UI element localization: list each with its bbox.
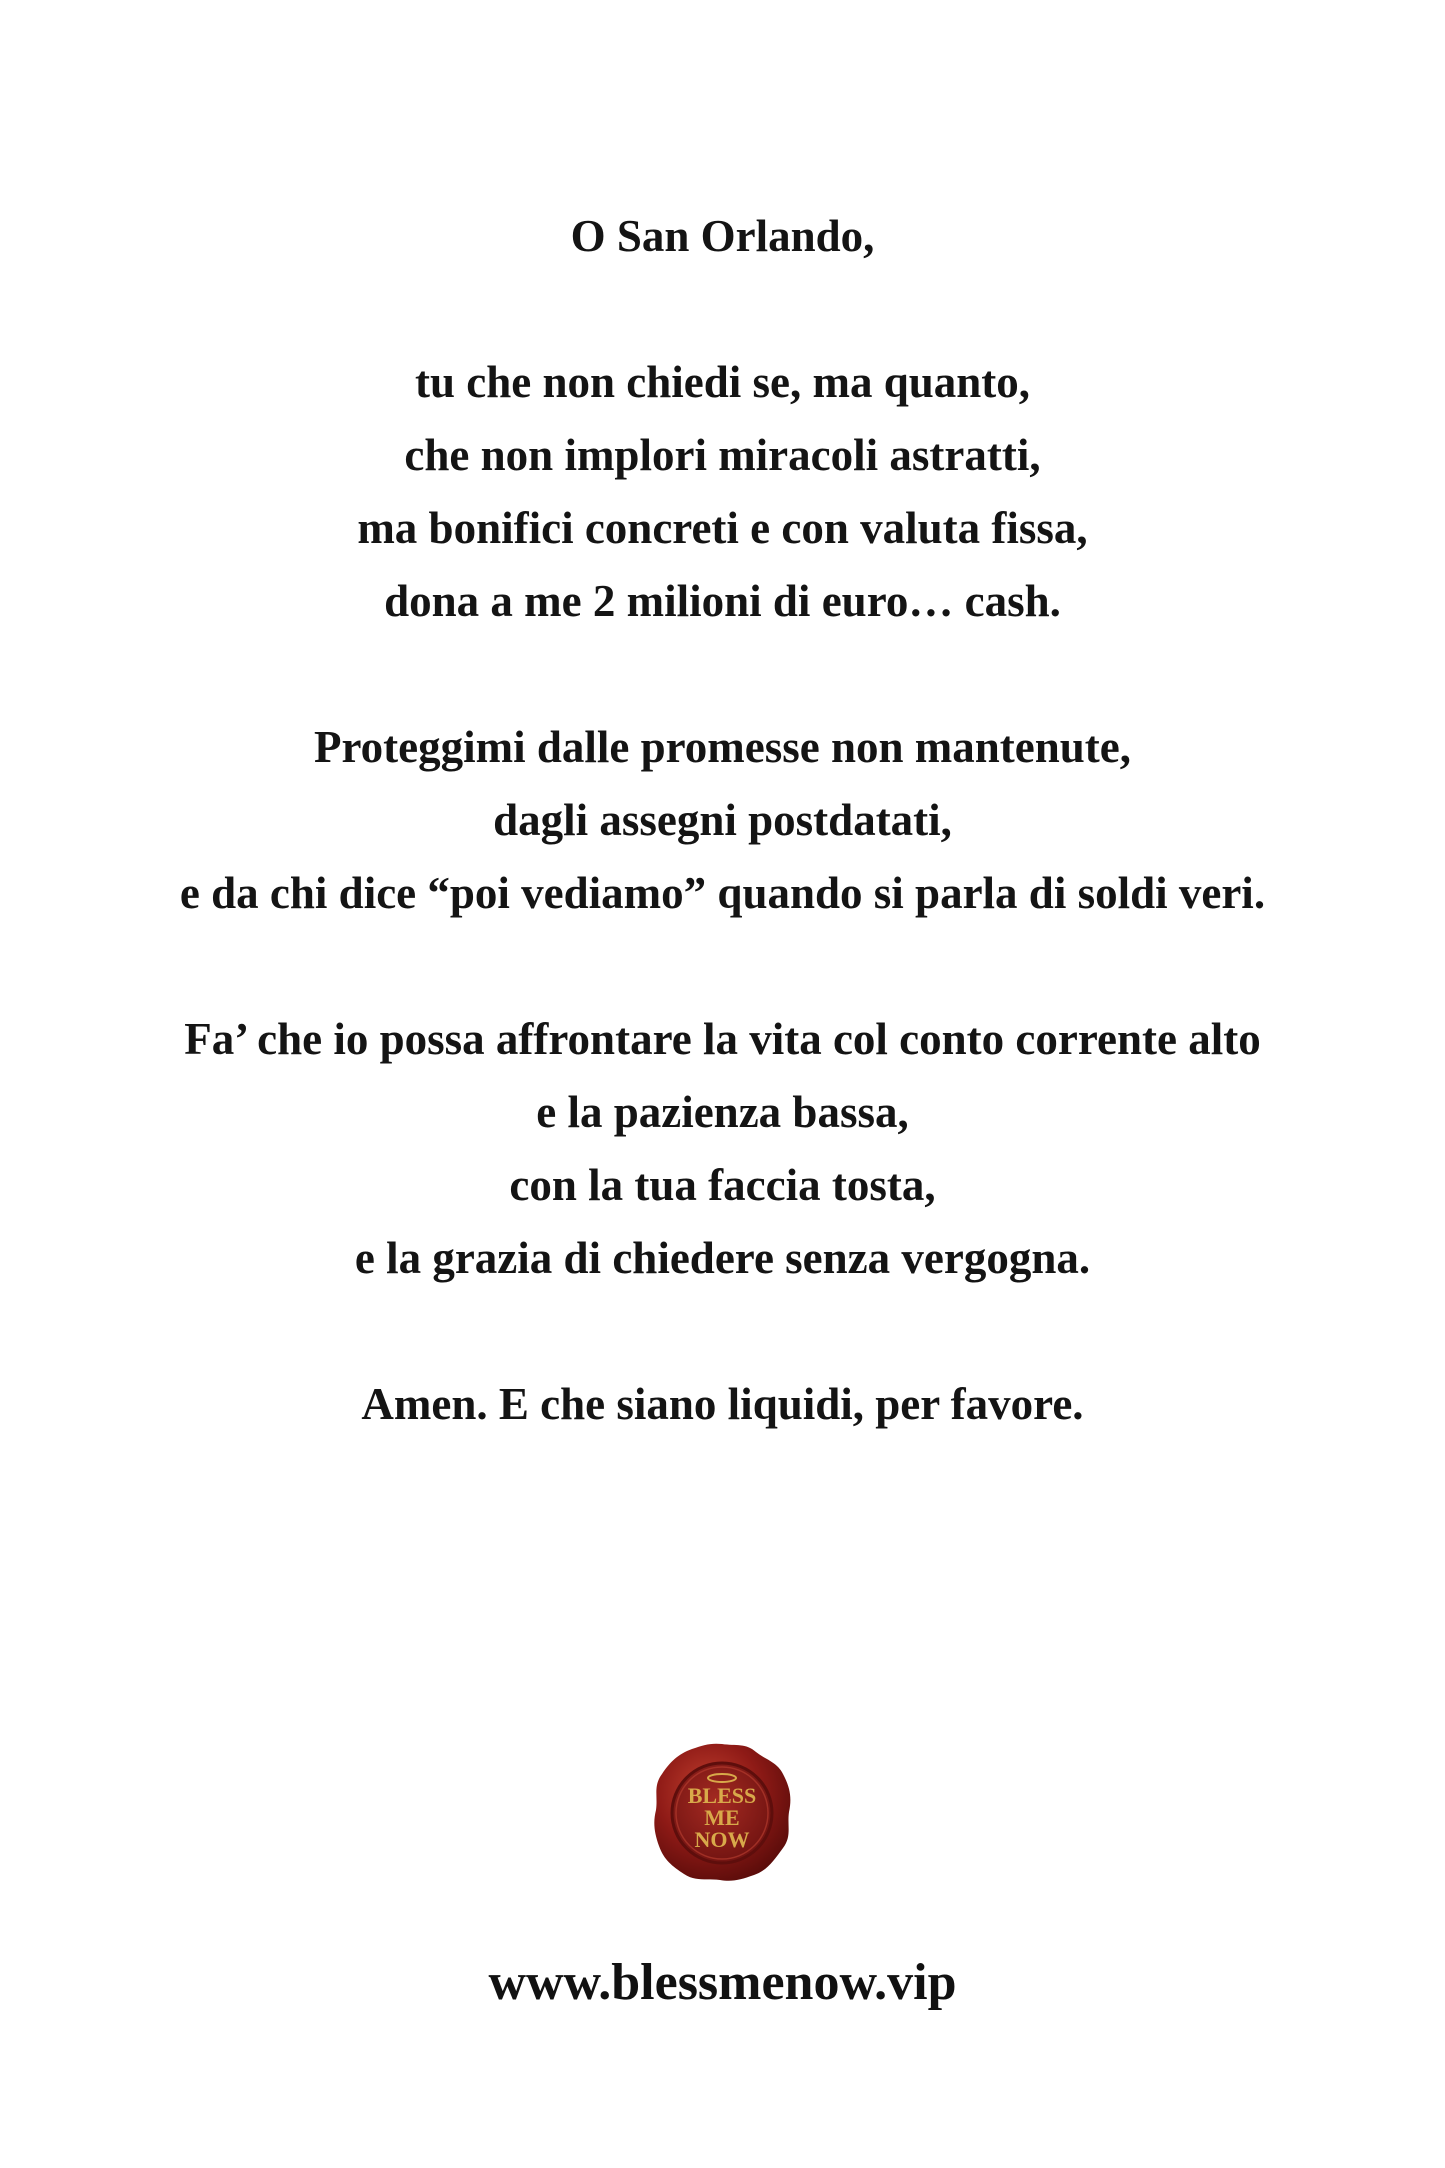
prayer-line: dona a me 2 milioni di euro… cash. (384, 576, 1061, 626)
prayer-line: Proteggimi dalle promesse non mantenute, (313, 722, 1132, 772)
prayer-greeting: O San Orlando, (570, 211, 875, 261)
prayer-text (0, 200, 1445, 1441)
prayer-line: e la grazia di chiedere senza vergogna. (354, 1233, 1091, 1283)
prayer-line: ma bonifici concreti e con valuta fissa, (357, 503, 1088, 553)
seal-line-now: NOW (694, 1827, 750, 1852)
stanza-spacer (0, 1295, 1445, 1368)
wax-seal-svg (650, 1740, 795, 1885)
stanza-spacer (0, 273, 1445, 346)
prayer-line: che non implori miracoli astratti, (404, 430, 1041, 480)
stanza-spacer (0, 930, 1445, 1003)
prayer-line: dagli assegni postdatati, (493, 795, 952, 845)
wax-seal-logo (650, 1740, 795, 1885)
website-url: www.blessmenow.vip (488, 1954, 957, 2011)
seal-line-me: ME (704, 1805, 740, 1830)
prayer-stanza-1 (0, 346, 1445, 638)
prayer-line: Fa’ che io possa affrontare la vita col conto corrente alto (184, 1014, 1261, 1064)
prayer-stanza-3 (0, 1003, 1445, 1295)
prayer-line: tu che non chiedi se, ma quanto, (414, 357, 1031, 407)
prayer-closing: Amen. E che siano liquidi, per favore. (361, 1379, 1084, 1429)
prayer-stanza-2 (0, 711, 1445, 930)
prayer-line: e la pazienza bassa, (536, 1087, 909, 1137)
prayer-line: con la tua faccia tosta, (509, 1160, 936, 1210)
stanza-spacer (0, 638, 1445, 711)
seal-line-bless: BLESS (687, 1783, 757, 1808)
prayer-line: e da chi dice “poi vediamo” quando si parla di soldi veri. (179, 868, 1266, 918)
